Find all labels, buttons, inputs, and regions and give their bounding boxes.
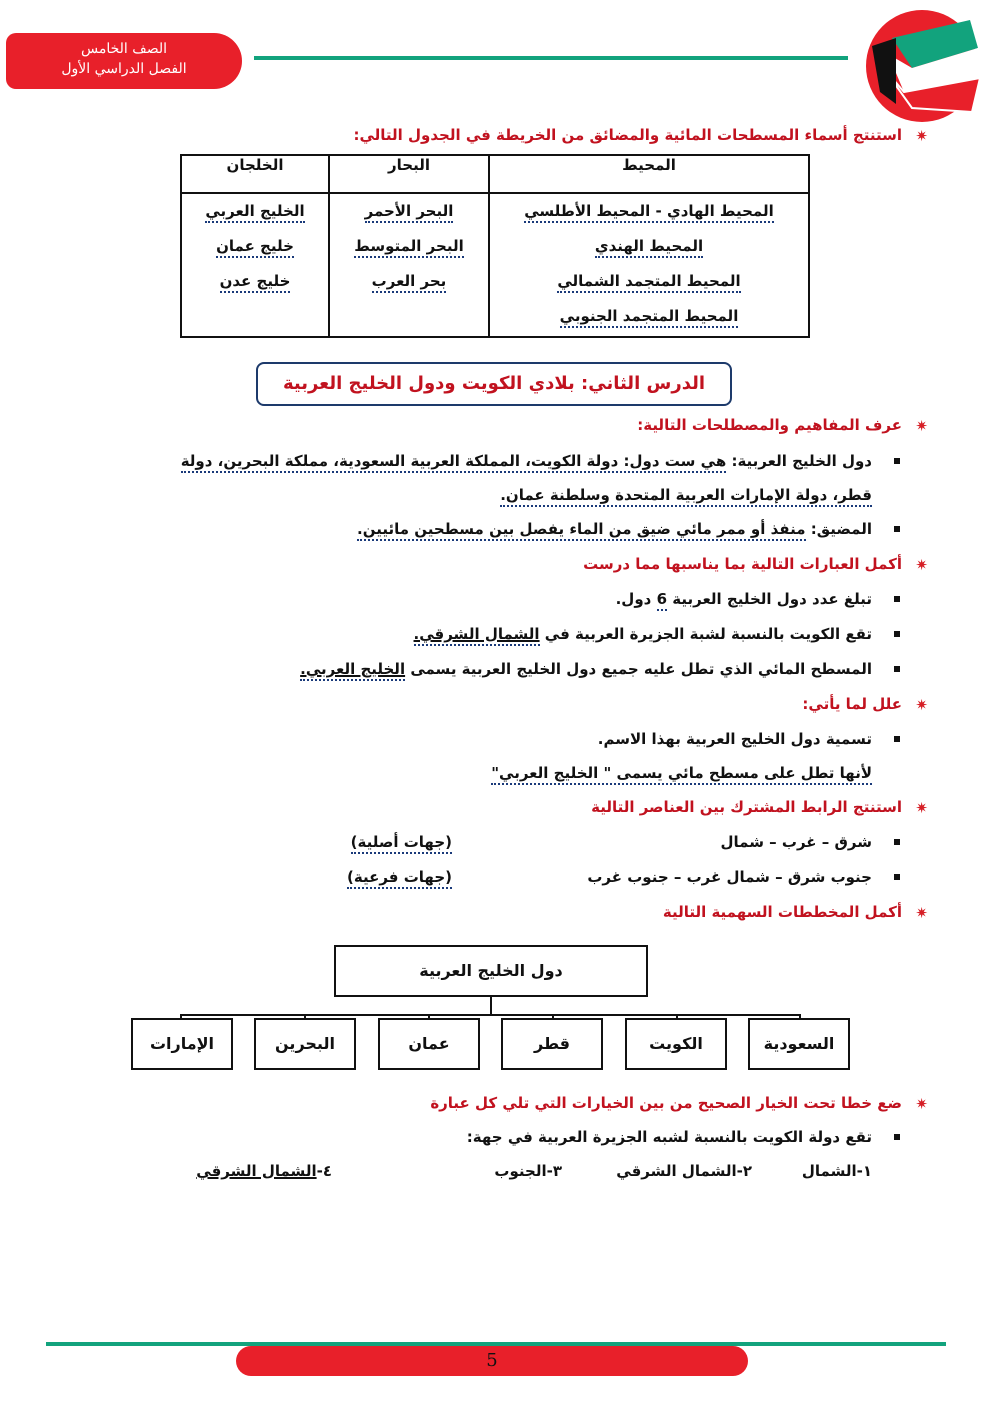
grade-label: الصف الخامس <box>80 41 168 57</box>
directions-row-2: جنوب شرق – شمال غرب – جنوب غرب <box>587 868 872 886</box>
star-bullet-icon: ✷ <box>915 556 928 574</box>
choice-option-1: ١-الشمال <box>801 1162 872 1180</box>
directions-row-1: شرق – غرب – شمال <box>721 833 873 851</box>
complete-sentence-3: المسطح المائي الذي تطل عليه جميع دول الخليج العربية يسمى الخليج العربي. <box>300 660 872 678</box>
col-header-sea: البحار <box>329 155 489 193</box>
diagram-connector <box>490 997 492 1015</box>
question-2-title: ✷ عرف المفاهيم والمصطلحات التالية: <box>637 416 928 435</box>
diagram-child-box: الكويت <box>625 1018 727 1070</box>
diagram-child-box: قطر <box>501 1018 603 1070</box>
square-bullet-icon <box>894 874 900 880</box>
reason-answer: لأنها تطل على مسطح مائي يسمى " الخليج العربي" <box>491 764 872 782</box>
star-bullet-icon: ✷ <box>915 696 928 714</box>
square-bullet-icon <box>894 666 900 672</box>
star-bullet-icon: ✷ <box>915 1095 928 1113</box>
ocean-item: المحيط الهادي - المحيط الأطلسي <box>524 202 774 223</box>
question-1-title: ✷ استنتج أسماء المسطحات المائية والمضائق من الخريطة في الجدول التالي: <box>353 126 928 145</box>
definition-strait: المضيق: منفذ أو ممر مائي ضيق من الماء يفصل بين مسطحين مائيين. <box>357 520 872 538</box>
question-7-title: ✷ ضع خطا تحت الخيار الصحيح من بين الخيارات التي تلي كل عبارة <box>430 1094 928 1113</box>
definition-gulf-states: دول الخليج العربية: هي ست دول: دولة الكويت، المملكة العربية السعودية، مملكة البحرين، دولة <box>181 452 872 470</box>
square-bullet-icon <box>894 839 900 845</box>
question-3-title: ✷ أكمل العبارات التالية بما يناسبها مما درست <box>583 555 928 574</box>
directions-row-1-answer: (جهات أصلية) <box>351 833 452 851</box>
gulf-item: الخليج العربي <box>205 202 304 223</box>
ocean-item: المحيط الهندي <box>595 237 703 258</box>
star-bullet-icon: ✷ <box>915 904 928 922</box>
question-5-title: ✷ استنتج الرابط المشترك بين العناصر التالية <box>591 798 928 817</box>
col-header-gulf: الخلجان <box>181 155 329 193</box>
ocean-item: المحيط المتجمد الجنوبي <box>560 307 739 328</box>
question-4-title: ✷ علل لما يأتي: <box>802 695 928 714</box>
square-bullet-icon <box>894 1134 900 1140</box>
complete-sentence-2: تقع الكويت بالنسبة لشبة الجزيرة العربية في الشمال الشرقي. <box>414 625 872 643</box>
diagram-child-box: السعودية <box>748 1018 850 1070</box>
square-bullet-icon <box>894 526 900 532</box>
seas-cell <box>329 193 489 337</box>
sea-item: بحر العرب <box>372 272 447 293</box>
question-6-title: ✷ أكمل المخططات السهمية التالية <box>662 903 928 922</box>
page-number: 5 <box>236 1346 748 1376</box>
square-bullet-icon <box>894 458 900 464</box>
star-bullet-icon: ✷ <box>915 417 928 435</box>
oceans-cell <box>489 193 809 337</box>
choice-option-2: ٢-الشمال الشرقي <box>616 1162 752 1180</box>
complete-sentence-1: تبلغ عدد دول الخليج العربية 6 دول. <box>616 590 872 608</box>
col-header-ocean: المحيط <box>489 155 809 193</box>
diagram-child-box: الإمارات <box>131 1018 233 1070</box>
directions-row-2-answer: (جهات فرعية) <box>347 868 452 886</box>
gulfs-cell <box>181 193 329 337</box>
reason-item: تسمية دول الخليج العربية بهذا الاسم. <box>598 730 872 748</box>
gulf-item: خليج عمان <box>216 237 294 258</box>
lesson-title: الدرس الثاني: بلادي الكويت ودول الخليج العربية <box>256 362 732 406</box>
square-bullet-icon <box>894 631 900 637</box>
square-bullet-icon <box>894 736 900 742</box>
square-bullet-icon <box>894 596 900 602</box>
water-bodies-table <box>180 154 810 338</box>
kuwait-flag-logo <box>852 8 982 124</box>
star-bullet-icon: ✷ <box>915 799 928 817</box>
semester-label: الفصل الدراسي الأول <box>61 61 187 77</box>
diagram-root-box: دول الخليج العربية <box>334 945 648 997</box>
gulf-item: خليج عدن <box>220 272 291 293</box>
header-divider <box>254 56 848 60</box>
diagram-child-box: عمان <box>378 1018 480 1070</box>
choice-option-3: ٣-الجنوب <box>494 1162 562 1180</box>
star-bullet-icon: ✷ <box>915 127 928 145</box>
sea-item: البحر الأحمر <box>365 202 454 223</box>
header-banner <box>6 33 242 89</box>
choice-statement: تقع دولة الكويت بالنسبة لشبه الجزيرة العربية في جهة: <box>467 1128 872 1146</box>
choice-option-4: ٤-الشمال الشرقي <box>196 1162 332 1180</box>
sea-item: البحر المتوسط <box>354 237 463 258</box>
definition-gulf-states-cont: قطر، دولة الإمارات العربية المتحدة وسلطنة عمان. <box>500 486 872 504</box>
diagram-connector <box>180 1014 800 1016</box>
diagram-child-box: البحرين <box>254 1018 356 1070</box>
ocean-item: المحيط المتجمد الشمالي <box>557 272 740 293</box>
